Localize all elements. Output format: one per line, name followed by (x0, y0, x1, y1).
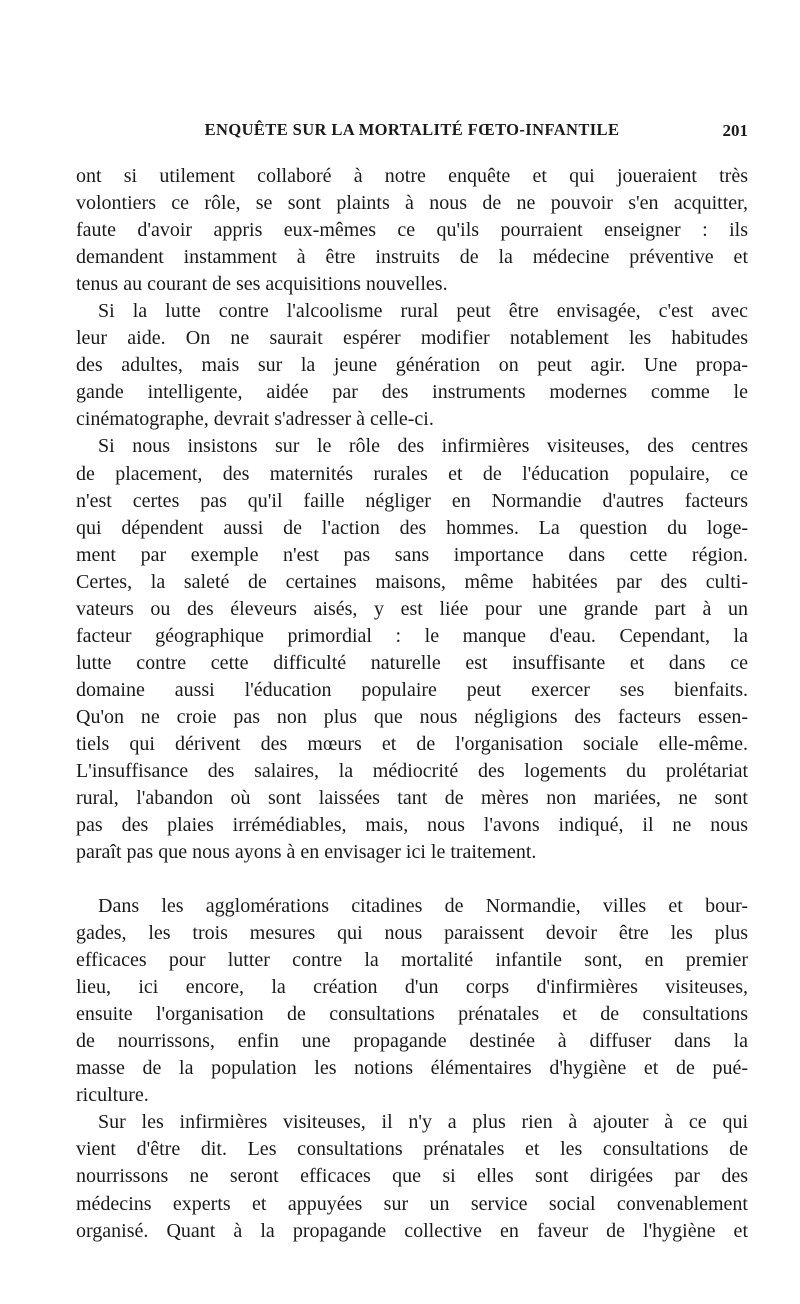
paragraph (76, 433, 748, 866)
text-line: Dans les agglomérations citadines de Normandie, villes et bour- (98, 895, 748, 917)
body-text-section-2 (76, 893, 748, 1245)
text-line: de placement, des maternités rurales et de l'éducation populaire, ce (76, 462, 748, 485)
text-line: facteur géographique primordial : le manque d'eau. Cependant, la (76, 624, 748, 647)
text-line: vateurs ou des éleveurs aisés, y est liée pour une grande part à un (76, 597, 748, 620)
text-line: lieu, ici encore, la création d'un corps d'infirmières visiteuses, (76, 976, 748, 999)
paragraph (76, 298, 748, 433)
text-line: gande intelligente, aidée par des instruments modernes comme le (76, 381, 748, 404)
text-line: domaine aussi l'éducation populaire peut exercer ses bienfaits. (76, 678, 748, 701)
text-line: Certes, la saleté de certaines maisons, même habitées par des culti- (76, 570, 748, 593)
text-line: des adultes, mais sur la jeune génération on peut agir. Une propa- (76, 354, 748, 377)
text-line: rural, l'abandon où sont laissées tant de mères non mariées, ne sont (76, 787, 748, 810)
text-line: faute d'avoir appris eux-mêmes ce qu'ils pourraient enseigner : ils (76, 219, 748, 242)
text-line: masse de la population les notions élémentaires d'hygiène et de pué- (76, 1057, 748, 1080)
running-head (76, 120, 748, 144)
text-line: Sur les infirmières visiteuses, il n'y a plus rien à ajouter à ce qui (98, 1111, 748, 1134)
text-line: efficaces pour lutter contre la mortalité infantile sont, en premier (76, 949, 748, 972)
text-line: tiels qui dérivent des mœurs et de l'organisation sociale elle-même. (76, 732, 748, 755)
text-line: demandent instamment à être instruits de la médecine préventive et (76, 246, 748, 269)
text-line: de nourrissons, enfin une propagande destinée à diffuser dans la (76, 1030, 748, 1053)
text-line: tenus au courant de ses acquisitions nouvelles. (76, 273, 448, 296)
running-title: ENQUÊTE SUR LA MORTALITÉ FŒTO-INFANTILE (204, 120, 620, 139)
text-line: nourrissons ne seront efficaces que si elles sont dirigées par des (76, 1165, 748, 1188)
text-line: vient d'être dit. Les consultations prénatales et les consultations de (76, 1138, 748, 1161)
text-line: leur aide. On ne saurait espérer modifier notablement les habitudes (76, 327, 748, 350)
text-line: ensuite l'organisation de consultations prénatales et de consultations (76, 1003, 748, 1026)
text-line: cinématographe, devrait s'adresser à celle-ci. (76, 408, 434, 431)
text-line: ment par exemple n'est pas sans importance dans cette région. (76, 543, 748, 566)
text-line: ont si utilement collaboré à notre enquête et qui joueraient très (76, 165, 748, 187)
text-line: volontiers ce rôle, se sont plaints à nous de ne pouvoir s'en acquitter, (76, 192, 748, 215)
text-line: n'est certes pas qu'il faille négliger en Normandie d'autres facteurs (76, 489, 748, 512)
paragraph (76, 893, 748, 1109)
text-line: L'insuffisance des salaires, la médiocrité des logements du prolétariat (76, 760, 748, 783)
text-line: riculture. (76, 1084, 149, 1107)
page-number: 201 (722, 121, 748, 140)
text-line: lutte contre cette difficulté naturelle est insuffisante et dans ce (76, 651, 748, 674)
text-line: paraît pas que nous ayons à en envisager ici le traitement. (76, 841, 537, 864)
text-line: pas des plaies irrémédiables, mais, nous l'avons indiqué, il ne nous (76, 814, 748, 837)
paragraph (76, 163, 748, 298)
text-line: Si nous insistons sur le rôle des infirmières visiteuses, des centres (98, 435, 748, 458)
text-line: médecins experts et appuyées sur un service social convenablement (76, 1192, 748, 1215)
paragraph (76, 1109, 748, 1244)
text-line: Qu'on ne croie pas non plus que nous négligions des facteurs essen- (76, 705, 748, 728)
body-text-section-1 (76, 163, 748, 866)
text-line: qui dépendent aussi de l'action des hommes. La question du loge- (76, 516, 748, 539)
text-line: organisé. Quant à la propagande collective en faveur de l'hygiène et (76, 1219, 748, 1242)
text-line: gades, les trois mesures qui nous paraissent devoir être les plus (76, 922, 748, 945)
text-line: Si la lutte contre l'alcoolisme rural peut être envisagée, c'est avec (98, 300, 748, 323)
